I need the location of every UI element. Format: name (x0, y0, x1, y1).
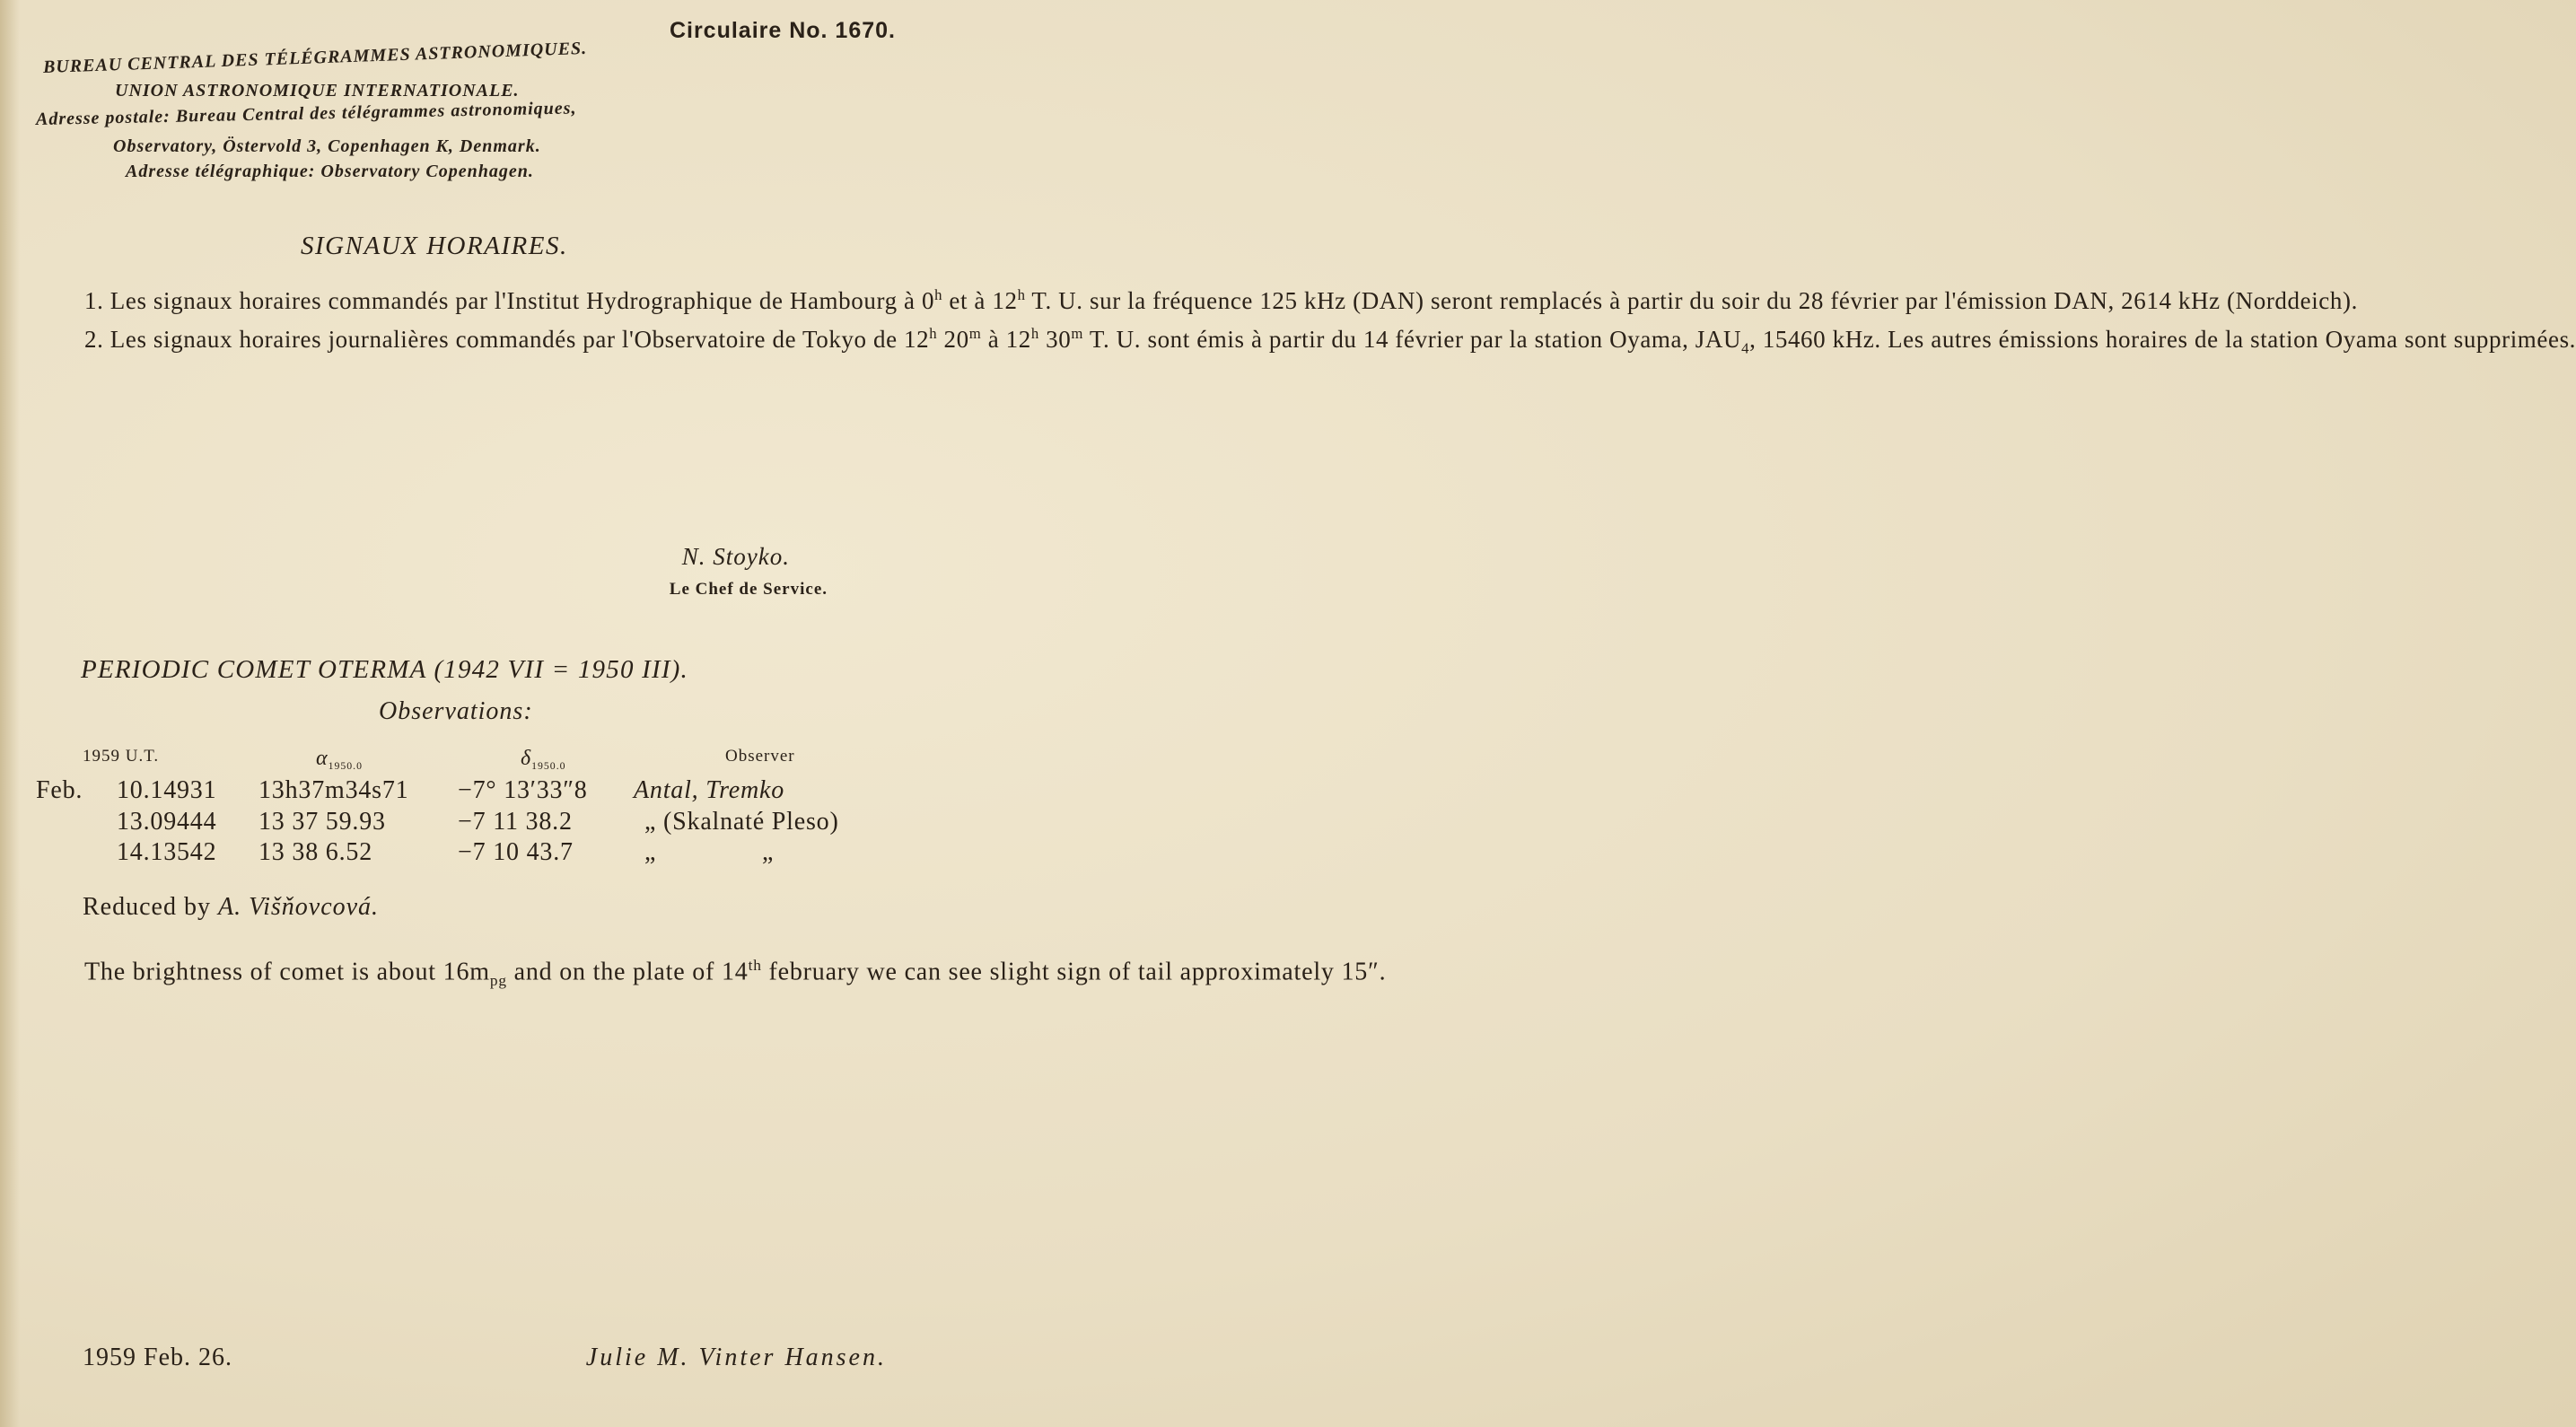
observations-subtitle: Observations: (379, 697, 533, 725)
brightness-note: The brightness of comet is about $16m_{pg}$ and on the plate of 14th february we can see slight sign of tail approximately 15″. (84, 957, 1387, 989)
telegraphic-address: Adresse télégraphique: Observatory Copenhagen. (126, 162, 534, 181)
signature-vinter-hansen: Julie M. Vinter Hansen. (585, 1344, 887, 1371)
reducer-name: A. Višňovcová. (217, 893, 380, 921)
cell-date: 13.09444 (117, 808, 217, 836)
cell-ra: 13 38 6.52 (258, 838, 372, 866)
cell-dec: −7 10 43.7 (458, 838, 574, 866)
circular-number: Circulaire No. 1670. (669, 18, 896, 43)
postal-address-line-2: Observatory, Östervold 3, Copenhagen K, Denmark. (113, 136, 541, 156)
cell-month: Feb. (36, 776, 83, 804)
comet-title: PERIODIC COMET OTERMA (1942 VII = 1950 III). (81, 655, 688, 684)
signaux-title: SIGNAUX HORAIRES. (301, 232, 568, 260)
column-header-dec: $\delta_{1950.0}$ (521, 747, 566, 772)
union-title: UNION ASTRONOMIQUE INTERNATIONALE. (115, 81, 520, 101)
cell-ra: 13 37 59.93 (258, 808, 386, 836)
issue-date: 1959 Feb. 26. (83, 1344, 232, 1371)
cell-ra: 13h37m34s71 (258, 776, 409, 804)
column-header-observer: Observer (725, 747, 795, 766)
signaux-item-1: 1. Les signaux horaires commandés par l'Institut Hydrographique de Hambourg à 0$^h$ et à 12$^h$ T. U. sur la fréquence 125 kHz (DAN) seront remplacés à partir du soir du 28 février par l'émission DAN, 2614 kHz (Norddeich). (84, 286, 2358, 314)
page-edge-shadow (0, 0, 20, 1427)
cell-observer: „ „ (644, 838, 775, 866)
signature-stoyko: N. Stoyko. (681, 543, 790, 570)
cell-observer: „ (Skalnaté Pleso) (644, 808, 839, 836)
cell-date: 10.14931 (117, 776, 217, 804)
column-header-date: 1959 U.T. (83, 747, 160, 766)
postal-address-line-1: Adresse postale: Bureau Central des télégrammes astronomiques, (35, 98, 577, 129)
bureau-title: BUREAU CENTRAL DES TÉLÉGRAMMES ASTRONOMIQUES. (42, 38, 588, 77)
cell-dec: −7 11 38.2 (458, 808, 573, 836)
signaux-body (36, 279, 2576, 363)
reduced-by: Reduced by A. Višňovcová. (83, 893, 380, 921)
signature-role: Le Chef de Service. (669, 580, 828, 599)
cell-observer: Antal, Tremko (634, 776, 785, 804)
column-header-ra: $\alpha_{1950.0}$ (316, 747, 363, 772)
cell-date: 14.13542 (117, 838, 217, 866)
signaux-item-2: 2. Les signaux horaires journalières commandés par l'Observatoire de Tokyo de 12$^h$ 20$^m$ à 12$^h$ 30$^m$ T. U. sont émis à partir du 14 février par la station Oyama, $JAU_4$, 15460 kHz. Les autres émissions horaires de la station Oyama sont supprimées. (84, 324, 2576, 356)
cell-dec: −7° 13′33″8 (458, 776, 588, 804)
